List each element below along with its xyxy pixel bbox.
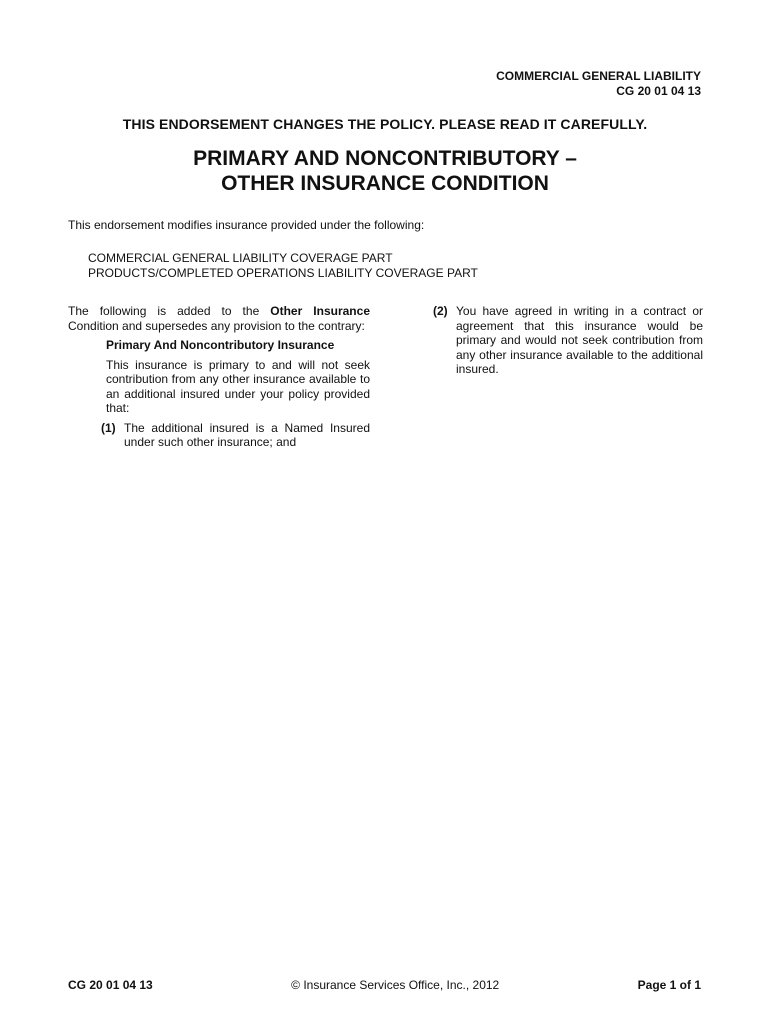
coverage-parts-list — [88, 251, 478, 281]
right-column — [433, 304, 703, 377]
lead-text-end: Condition and supersedes any provision to the contrary: — [68, 318, 365, 333]
footer-page-number: Page 1 of 1 — [637, 978, 701, 992]
left-column — [68, 304, 370, 450]
lead-text: The following is added to the — [68, 304, 271, 318]
intro-text: This endorsement modifies insurance provided under the following: — [68, 218, 425, 232]
endorsement-notice: THIS ENDORSEMENT CHANGES THE POLICY. PLEASE READ IT CAREFULLY. — [122, 116, 648, 132]
condition-item — [433, 304, 703, 377]
form-header — [496, 69, 701, 99]
coverage-part: COMMERCIAL GENERAL LIABILITY COVERAGE PART — [88, 251, 393, 265]
lead-bold-text: Other Insurance — [270, 304, 370, 318]
coverage-part: PRODUCTS/COMPLETED OPERATIONS LIABILITY COVERAGE PART — [88, 266, 478, 280]
page-footer — [68, 978, 701, 992]
footer-form-number: CG 20 01 04 13 — [68, 978, 153, 992]
section-subheading: Primary And Noncontributory Insurance — [106, 338, 335, 352]
item-number: (2) — [433, 304, 448, 318]
item-number: (1) — [101, 420, 116, 435]
item-text: The additional insured is a Named Insured under such other insurance; and — [124, 420, 370, 449]
section-paragraph: This insurance is primary to and will not seek contribution from any other insurance available to an additional insured under your policy provided that: — [106, 357, 370, 415]
item-text: You have agreed in writing in a contract or agreement that this insurance would be primary and would not seek contribution from any other insurance available to the additional insured. — [456, 304, 703, 376]
title-line-2: OTHER INSURANCE CONDITION — [221, 172, 549, 195]
form-number: CG 20 01 04 13 — [616, 84, 701, 98]
line-of-business: COMMERCIAL GENERAL LIABILITY — [496, 69, 701, 83]
footer-copyright: © Insurance Services Office, Inc., 2012 — [291, 978, 500, 992]
endorsement-title — [0, 146, 770, 196]
condition-item — [101, 421, 370, 450]
title-line-1: PRIMARY AND NONCONTRIBUTORY – — [193, 147, 577, 170]
lead-paragraph — [68, 304, 370, 333]
